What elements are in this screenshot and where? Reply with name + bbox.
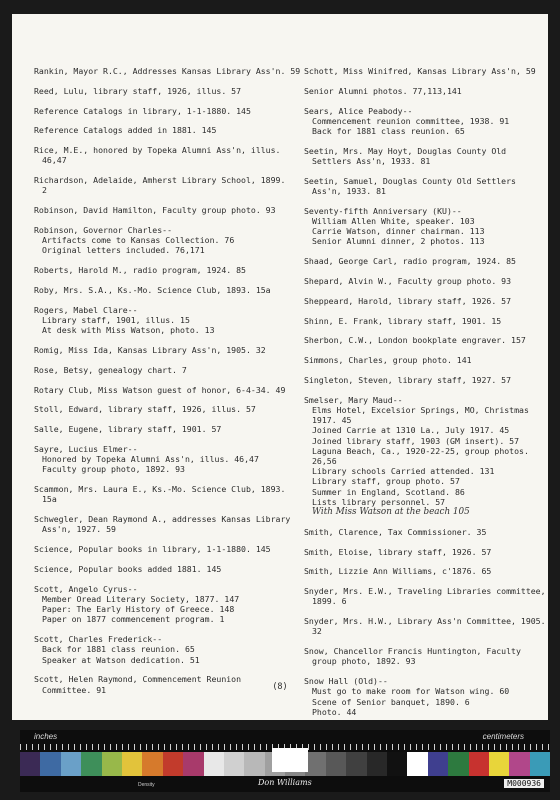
entry-subline: Senior Alumni dinner, 2 photos. 113 (312, 236, 485, 247)
centimeters-label: centimeters (482, 732, 524, 741)
color-swatch (142, 752, 162, 776)
entry-subline: Library staff, 1901, illus. 15 (42, 314, 190, 325)
entry-subline: At desk with Miss Watson, photo. 13 (42, 325, 215, 336)
index-entry (34, 444, 296, 475)
color-swatch (81, 752, 101, 776)
index-entry (34, 175, 296, 195)
entry-heading: Simmons, Charles, group photo. 141 (304, 355, 472, 366)
entry-heading: Roby, Mrs. S.A., Ks.-Mo. Science Club, 1893. 15a (34, 284, 271, 295)
density-label: Density (138, 782, 155, 788)
index-entry (304, 86, 544, 96)
entry-subline: Commencement reunion committee, 1938. 91 (312, 115, 510, 126)
entry-subline: Speaker at Watson dedication. 51 (42, 654, 200, 665)
right-index-column (304, 66, 544, 727)
entry-subline: Must go to make room for Watson wing. 60 (312, 686, 510, 697)
entry-subline: Elms Hotel, Excelsior Springs, MO, Christmas (312, 404, 529, 415)
index-entry (34, 564, 296, 574)
entry-heading: Snow Hall (Old)-- (304, 676, 388, 687)
entry-heading: Schott, Miss Winifred, Kansas Library Ass'n, 59 (304, 66, 536, 76)
entry-subline: 15a (42, 494, 57, 505)
color-swatch (61, 752, 81, 776)
index-entry (34, 634, 296, 665)
index-entry (304, 375, 544, 385)
document-page (12, 14, 548, 720)
inches-label: inches (34, 732, 58, 741)
index-entry (304, 547, 544, 557)
entry-subline: Lists library personnel. 57 (312, 496, 446, 507)
color-swatch (530, 752, 550, 776)
entry-heading: Robinson, Governor Charles-- (34, 224, 173, 235)
entry-heading: Rose, Betsy, genealogy chart. 7 (34, 364, 187, 375)
entry-heading: Sherbon, C.W., London bookplate engraver. 157 (304, 335, 526, 346)
entry-subline: Library staff, group photo. 57 (312, 476, 460, 487)
color-swatch (244, 752, 264, 776)
entry-subline: Member Oread Literary Society, 1877. 147 (42, 593, 240, 604)
color-swatch (326, 752, 346, 776)
index-entry (34, 305, 296, 336)
entry-heading: Rogers, Mabel Clare-- (34, 304, 138, 315)
entry-heading: Senior Alumni photos. 77,113,141 (304, 85, 462, 96)
index-entry (34, 66, 301, 76)
entry-subline: 46,47 (42, 155, 67, 166)
entry-subline: 1917. 45 (312, 415, 352, 426)
entry-subline: Joined library staff, 1903 (GM insert). 57 (312, 435, 520, 446)
index-entry (304, 616, 544, 636)
index-entry (34, 106, 296, 116)
entry-heading: Snyder, Mrs. E.W., Traveling Libraries committee, (304, 586, 546, 597)
entry-subline: Scene of Senior banquet, 1890. 6 (312, 696, 470, 707)
entry-subline: Summer in England, Scotland. 86 (312, 486, 465, 497)
index-entry (304, 106, 544, 137)
item-id: M000936 (504, 779, 544, 788)
index-entry (34, 404, 296, 414)
handwritten-note: With Miss Watson at the beach 105 (312, 507, 470, 518)
color-swatch (509, 752, 529, 776)
index-entry (34, 265, 296, 275)
color-swatch (305, 752, 325, 776)
entry-subline: Paper on 1877 commencement program. 1 (42, 614, 225, 625)
index-entry (304, 296, 544, 306)
entry-heading: Smelser, Mary Maud-- (304, 394, 403, 405)
entry-heading: Singleton, Steven, library staff, 1927. 57 (304, 374, 512, 385)
entry-heading: Romig, Miss Ida, Kansas Library Ass'n, 1905. 32 (34, 344, 266, 355)
page-number: (8) (272, 682, 288, 692)
resolution-target (272, 748, 308, 772)
entry-heading: Reference Catalogs in library, 1-1-1880. 145 (34, 105, 251, 116)
index-entry (304, 395, 544, 517)
index-entry (34, 86, 296, 96)
index-entry (304, 276, 544, 286)
entry-subline: 2 (42, 185, 47, 196)
index-entry (34, 544, 296, 554)
entry-heading: Stoll, Edward, library staff, 1926, illus. 57 (34, 404, 256, 415)
color-swatch (367, 752, 387, 776)
entry-heading: Shaad, George Carl, radio program, 1924. 85 (304, 256, 516, 267)
entry-heading: Schwegler, Dean Raymond A., addresses Kansas Library (34, 514, 291, 525)
photographer-signature: Don Williams (258, 778, 312, 787)
index-entry (304, 527, 544, 537)
entry-subline: Back for 1881 class reunion. 65 (312, 126, 465, 136)
index-entry (304, 206, 544, 247)
entry-subline: Artifacts come to Kansas Collection. 76 (42, 235, 235, 246)
color-swatch (469, 752, 489, 776)
entry-subline: 1899. 6 (312, 596, 347, 607)
index-entry (34, 484, 296, 504)
entry-heading: Reference Catalogs added in 1881. 145 (34, 125, 217, 136)
index-entry (304, 316, 544, 326)
index-entry (304, 646, 544, 666)
entry-subline: Photo. 44 (312, 706, 357, 717)
entry-subline: Honored by Topeka Alumni Ass'n, illus. 46,47 (42, 454, 259, 465)
index-entry (34, 424, 296, 434)
color-swatch (448, 752, 468, 776)
entry-heading: Snyder, Mrs. H.W., Library Ass'n Committee, 1905. (304, 616, 546, 627)
entry-heading: Smith, Lizzie Ann Williams, c'1876. 65 (304, 566, 492, 577)
entry-heading: Sears, Alice Peabody-- (304, 105, 413, 116)
color-swatch (183, 752, 203, 776)
entry-heading: Rankin, Mayor R.C., Addresses Kansas Library Ass'n. 59 (34, 66, 301, 76)
entry-heading: Shinn, E. Frank, library staff, 1901. 15 (304, 315, 502, 326)
color-swatch (489, 752, 509, 776)
index-entry (304, 355, 544, 365)
color-swatch (387, 752, 407, 776)
entry-subline: Library schools Carried attended. 131 (312, 466, 495, 477)
entry-heading: Shepard, Alvin W., Faculty group photo. 93 (304, 276, 512, 286)
entry-heading: Sheppeard, Harold, library staff, 1926. 57 (304, 295, 512, 306)
entry-subline: Ass'n, 1933. 81 (312, 186, 386, 196)
index-entry (304, 66, 544, 76)
index-entry (304, 176, 544, 196)
entry-heading: Snow, Chancellor Francis Huntington, Faculty (304, 646, 521, 657)
index-entry (34, 125, 296, 135)
index-entry (304, 146, 544, 166)
entry-heading: Scott, Charles Frederick-- (34, 634, 163, 645)
entry-heading: Seetin, Mrs. May Hoyt, Douglas County Old (304, 145, 507, 156)
entry-subline: Carrie Watson, dinner chairman. 113 (312, 226, 485, 237)
color-swatch (204, 752, 224, 776)
index-entry (34, 385, 296, 395)
entry-subline: Joined Carrie at 1310 La., July 1917. 45 (312, 425, 510, 436)
entry-heading: Seventy-fifth Anniversary (KU)-- (304, 205, 462, 216)
entry-heading: Rotary Club, Miss Watson guest of honor, 6-4-34. 49 (34, 384, 286, 395)
entry-subline: Back for 1881 class reunion. 65 (42, 644, 195, 655)
entry-heading: Richardson, Adelaide, Amherst Library School, 1899. (34, 175, 286, 186)
color-swatch (428, 752, 448, 776)
index-entry (34, 145, 296, 165)
index-entry (304, 586, 544, 606)
entry-heading: Scammon, Mrs. Laura E., Ks.-Mo. Science Club, 1893. (34, 484, 286, 495)
entry-subline: 32 (312, 626, 322, 637)
entry-heading: Scott, Angelo Cyrus-- (34, 583, 138, 594)
index-entry (304, 566, 544, 576)
index-entry (34, 365, 296, 375)
index-entry (304, 256, 544, 266)
entry-subline: Settlers Ass'n, 1933. 81 (312, 156, 431, 166)
index-entry (34, 205, 296, 215)
left-index-column (34, 66, 301, 704)
color-swatch (122, 752, 142, 776)
entry-subline: 26,56 (312, 456, 337, 466)
color-swatch (20, 752, 40, 776)
entry-heading: Reed, Lulu, library staff, 1926, illus. 57 (34, 85, 242, 96)
entry-subline: William Allen White, speaker. 103 (312, 216, 475, 226)
entry-subline: Paper: The Early History of Greece. 148 (42, 604, 235, 615)
entry-subline: Committee. 91 (42, 684, 107, 695)
color-swatch (224, 752, 244, 776)
entry-heading: Rice, M.E., honored by Topeka Alumni Ass'n, illus. (34, 145, 281, 156)
entry-subline: Ass'n, 1927. 59 (42, 524, 116, 535)
index-entry (34, 285, 296, 295)
entry-heading: Sayre, Lucius Elmer-- (34, 443, 138, 454)
color-swatch (102, 752, 122, 776)
entry-heading: Salle, Eugene, library staff, 1901. 57 (34, 424, 222, 435)
entry-heading: Roberts, Harold M., radio program, 1924. 85 (34, 265, 246, 276)
entry-heading: Smith, Clarence, Tax Commissioner. 35 (304, 526, 487, 537)
entry-heading: Science, Popular books in library, 1-1-1880. 145 (34, 544, 271, 555)
entry-heading: Science, Popular books added 1881. 145 (34, 563, 222, 574)
color-swatch (40, 752, 60, 776)
entry-subline: Laguna Beach, Ca., 1920-22-25, group photos. (312, 445, 529, 456)
index-entry (304, 335, 544, 345)
color-swatch (163, 752, 183, 776)
index-entry (34, 345, 296, 355)
index-entry (34, 225, 296, 256)
index-entry (34, 584, 296, 625)
color-swatch (346, 752, 366, 776)
color-swatch (407, 752, 427, 776)
entry-subline: Original letters included. 76,171 (42, 245, 205, 256)
entry-subline: group photo, 1892. 93 (312, 656, 416, 667)
entry-heading: Seetin, Samuel, Douglas County Old Settlers (304, 175, 516, 186)
color-calibration-strip (20, 730, 550, 792)
entry-subline: Faculty group photo, 1892. 93 (42, 464, 185, 475)
index-entry (34, 514, 296, 534)
entry-heading: Smith, Eloise, library staff, 1926. 57 (304, 546, 492, 557)
entry-heading: Scott, Helen Raymond, Commencement Reunion (34, 674, 242, 685)
entry-heading: Robinson, David Hamilton, Faculty group photo. 93 (34, 205, 276, 216)
